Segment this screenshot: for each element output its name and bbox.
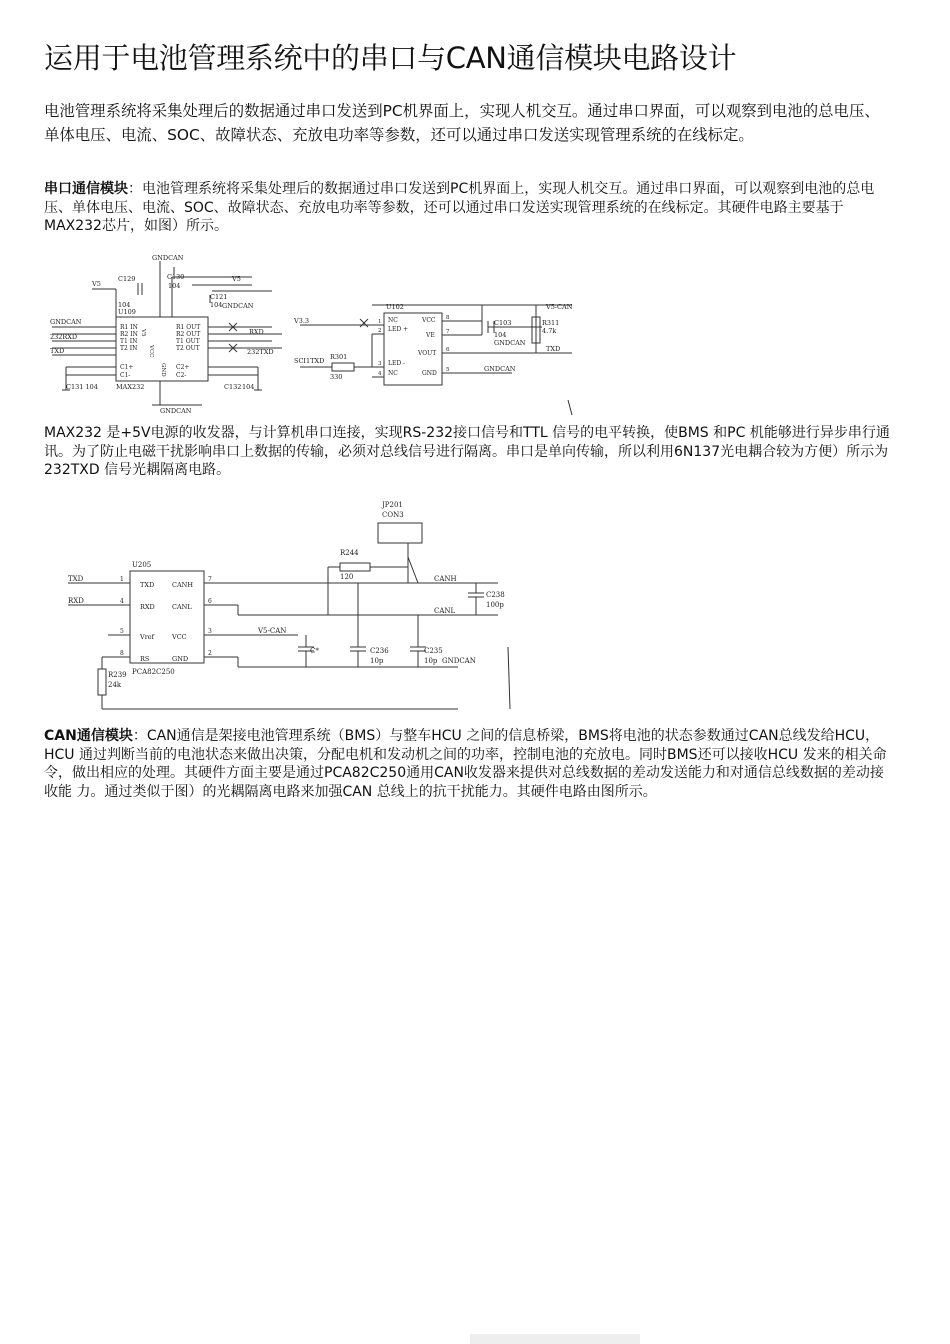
sch2-c235-val: 10p [424, 657, 438, 665]
sch1b-r311: R311 [542, 319, 560, 327]
sch2-pin-number-4: 7 [208, 576, 212, 583]
sch2-right-pin-1: CANL [172, 603, 192, 611]
sch1-left-pin-4: C1+ [120, 364, 134, 371]
sch1b-left-pin-1: LED + [388, 326, 409, 333]
sch2-c238: C238 [486, 591, 505, 599]
sch1-gnd-pin: GND [160, 363, 166, 377]
sch1b-left-pin-0: NC [388, 317, 398, 324]
sch1b-sci1txd: SCI1TXD [294, 357, 325, 365]
sch2-pin-number-3: 8 [120, 650, 124, 657]
sch1-v5-pin: V5 [140, 329, 146, 337]
sch2-left-pin-labels [139, 581, 155, 663]
sch2-rxd: RXD [68, 597, 84, 605]
sch1-left-pin-2: T1 IN [120, 338, 138, 345]
sch2-r239: R239 [108, 671, 127, 679]
sch1b-left-pin-2: LED - [388, 360, 406, 367]
sch1b-right-pin-0: VCC [422, 317, 436, 324]
sch1-c130-val: 104 [168, 282, 181, 290]
sch1-left-pin-0: R1 IN [120, 324, 138, 331]
sch1b-c103-val: 104 [494, 331, 507, 339]
sch1b-pin-number-3: 4 [378, 371, 382, 377]
sch1b-pin-number-2: 3 [378, 361, 382, 367]
can-schematic-drawing [58, 497, 518, 715]
sch1-right-pin-3: T2 OUT [176, 345, 200, 352]
sch1-left-pin-5: C1- [120, 372, 131, 379]
sch2-left-pin-1: RXD [140, 603, 155, 611]
sch2-pin-number-7: 2 [208, 650, 212, 657]
sch1b-c103: C103 [494, 319, 512, 327]
sch1-chip-name: MAX232 [116, 383, 145, 391]
intro-paragraph: 电池管理系统将采集处理后的数据通过串口发送到PC机界面上，实现人机交互。通过串口界面，可以观察到电池的总电压、单体电压、电流、SOC、故障状态、充放电功率等参数，还可以通过串口发送实现管理系统的在线标定。 [44, 102, 880, 144]
sch2-gndcan: GNDCAN [442, 657, 476, 665]
sch1-232rxd: 232RXD [50, 333, 78, 341]
sch1-gndcan-mid: GNDCAN [222, 302, 254, 310]
sch1b-pin-number-6: 6 [446, 347, 450, 353]
sch1-right-pin-5: C2- [176, 372, 187, 379]
serial-section-lead: 串口通信模块 [44, 181, 128, 197]
sch1-txd-left: TXD [50, 347, 65, 355]
serial-section-paragraph [44, 180, 894, 236]
figure-max232-schematic [42, 255, 587, 415]
sch2-pin-numbers [120, 576, 212, 657]
sch1-u109: U109 [118, 308, 136, 316]
sch2-r239-val: 24k [108, 681, 122, 689]
sch2-right-pin-3: GND [172, 655, 189, 663]
sch2-left-pin-2: Vref [140, 633, 155, 641]
sch1-right-pin-2: T1 OUT [176, 338, 200, 345]
sch1b-right-pin-1: VE [426, 332, 435, 339]
sch2-u205: U205 [132, 561, 152, 569]
can-section-paragraph [44, 727, 894, 801]
sch1-c132-val: 104 [242, 383, 255, 391]
sch2-canh: CANH [434, 575, 457, 583]
sch1b-right-pin-labels [417, 317, 437, 377]
sch1b-pin-number-4: 8 [446, 315, 450, 321]
sch1-v5-left: V5 [92, 280, 101, 288]
sch1b-pin-number-5: 7 [446, 329, 450, 335]
sch2-v5can: V5-CAN [258, 627, 287, 635]
sch2-pin-number-2: 5 [120, 628, 124, 635]
sch2-pin-number-6: 3 [208, 628, 212, 635]
sch1-c132: C132 [224, 383, 242, 391]
page-footer-mark [470, 1334, 640, 1344]
sch1-c121-val: 104 [210, 301, 223, 309]
sch1b-right-pin-2: VOUT [418, 350, 437, 357]
sch2-pin-number-5: 6 [208, 598, 212, 605]
sch1-vcc-pin: VCC [148, 345, 154, 358]
sch1-c131: C131 104 [66, 383, 98, 391]
sch2-right-pin-labels [171, 581, 193, 663]
sch2-left-pin-0: TXD [140, 581, 155, 589]
sch2-c236-val: 10p [370, 657, 384, 665]
sch1b-pin-number-1: 2 [378, 328, 382, 334]
serial-section-text: ：电池管理系统将采集处理后的数据通过串口发送到PC机界面上，实现人机交互。通过串口界面，可以观察到电池的总电压、单体电压、电流、SOC、故障状态、充放电功率等参数，还可以通过串口发送实现管理系统的在线标定。其硬件电路主要基于MAX232芯片，如图）所示。 [44, 181, 875, 235]
sch2-chip-name: PCA82C250 [132, 668, 175, 676]
sch2-right-pin-2: VCC [172, 633, 187, 641]
sch2-txd: TXD [68, 575, 84, 583]
sch2-c238-val: 100p [486, 601, 504, 609]
sch2-pin-number-1: 4 [120, 598, 124, 605]
sch1b-gndcan-bottom: GNDCAN [484, 365, 516, 373]
sch2-c235: C235 [424, 647, 443, 655]
sch1b-r311-val: 4.7k [542, 327, 557, 335]
sch1-left-pin-3: T2 IN [120, 345, 138, 352]
sch2-jp201: JP201 [382, 501, 403, 509]
sch1-c129: C129 [118, 275, 136, 283]
sch1b-r301-val: 330 [330, 373, 343, 381]
sch2-c236: C236 [370, 647, 389, 655]
max232-paragraph: MAX232 是+5V电源的收发器，与计算机串口连接，实现RS-232接口信号和TTL 信号的电平转换，使BMS 和PC 机能够进行异步串行通讯。为了防止电磁干扰影响串口上数据的传输，必须对总线信号进行隔离。串口是单向传输，所以利用6N137光电耦合较为方便）所示为232TXD 信号光耦隔离电路。 [44, 425, 890, 479]
can-section-lead: CAN通信模块 [44, 728, 133, 744]
sch1-gndcan-left: GNDCAN [50, 318, 82, 326]
sch1-right-pin-0: R1 OUT [176, 324, 201, 331]
figure-can-schematic [58, 497, 518, 715]
sch2-right-pin-0: CANH [172, 581, 194, 589]
sch2-r244-val: 120 [340, 573, 354, 581]
sch2-left-pin-3: RS [140, 655, 150, 663]
sch1-c130: C130 [167, 273, 185, 281]
sch1-v5-right: V5 [232, 275, 241, 283]
sch1b-u102: U102 [386, 303, 404, 311]
can-section-text: ：CAN通信是架接电池管理系统（BMS）与整车HCU 之间的信息桥梁，BMS将电池的状态参数通过CAN总线发给HCU，HCU 通过判断当前的电池状态来做出决策，分配电机和发动机之间的功率，控制电池的充放电。同时BMS还可以接收HCU 发来的相关命令，做出相应的处理。其硬件方面主要是通过PCA82C250通用CAN收发器来提供对总线数据的差动发送能力和对通信总线数据的差动接收能 力。通过类似于图）的光耦隔离电路来加强CAN 总线上的抗干扰能力。其硬件电路由图所示。 [44, 728, 887, 800]
sch1-right-pin-4: C2+ [176, 364, 190, 371]
sch1b-v5can: V5-CAN [546, 303, 573, 311]
sch1-c129-val: 104 [118, 301, 131, 309]
sch1-right-pin-1: R2 OUT [176, 331, 201, 338]
sch2-pin-number-0: 1 [120, 576, 124, 583]
sch2-canl: CANL [434, 607, 456, 615]
sch1-gndcan-bottom: GNDCAN [160, 407, 192, 415]
sch1b-v33: V3.3 [294, 317, 310, 325]
sch1b-left-pin-3: NC [388, 370, 398, 377]
sch1-right-pin-labels [176, 324, 200, 379]
sch1b-pin-numbers [378, 315, 450, 377]
sch1-left-pin-labels [120, 324, 138, 379]
sch1-232txd: 232TXD [247, 348, 274, 356]
sch1-rxd: RXD [249, 328, 264, 336]
sch1b-gndcan-mid: GNDCAN [494, 339, 526, 347]
sch1b-left-pin-labels [388, 317, 408, 377]
sch1-left-pin-1: R2 IN [120, 331, 138, 338]
sch1b-r301: R301 [330, 353, 348, 361]
sch1-gndcan-top: GNDCAN [152, 255, 184, 262]
sch2-r244: R244 [340, 549, 359, 557]
sch1b-pin-number-7: 5 [446, 367, 450, 373]
max232-schematic-drawing [42, 255, 587, 415]
sch1b-right-pin-3: GND [422, 370, 437, 377]
page-title: 运用于电池管理系统中的串口与CAN通信模块电路设计 [44, 41, 737, 75]
sch1b-pin-number-0: 1 [378, 319, 382, 325]
sch2-c-small: C* [310, 647, 319, 655]
sch1b-txd: TXD [546, 345, 561, 353]
sch2-con3: CON3 [382, 511, 404, 519]
sch1-c121: C121 [210, 293, 228, 301]
